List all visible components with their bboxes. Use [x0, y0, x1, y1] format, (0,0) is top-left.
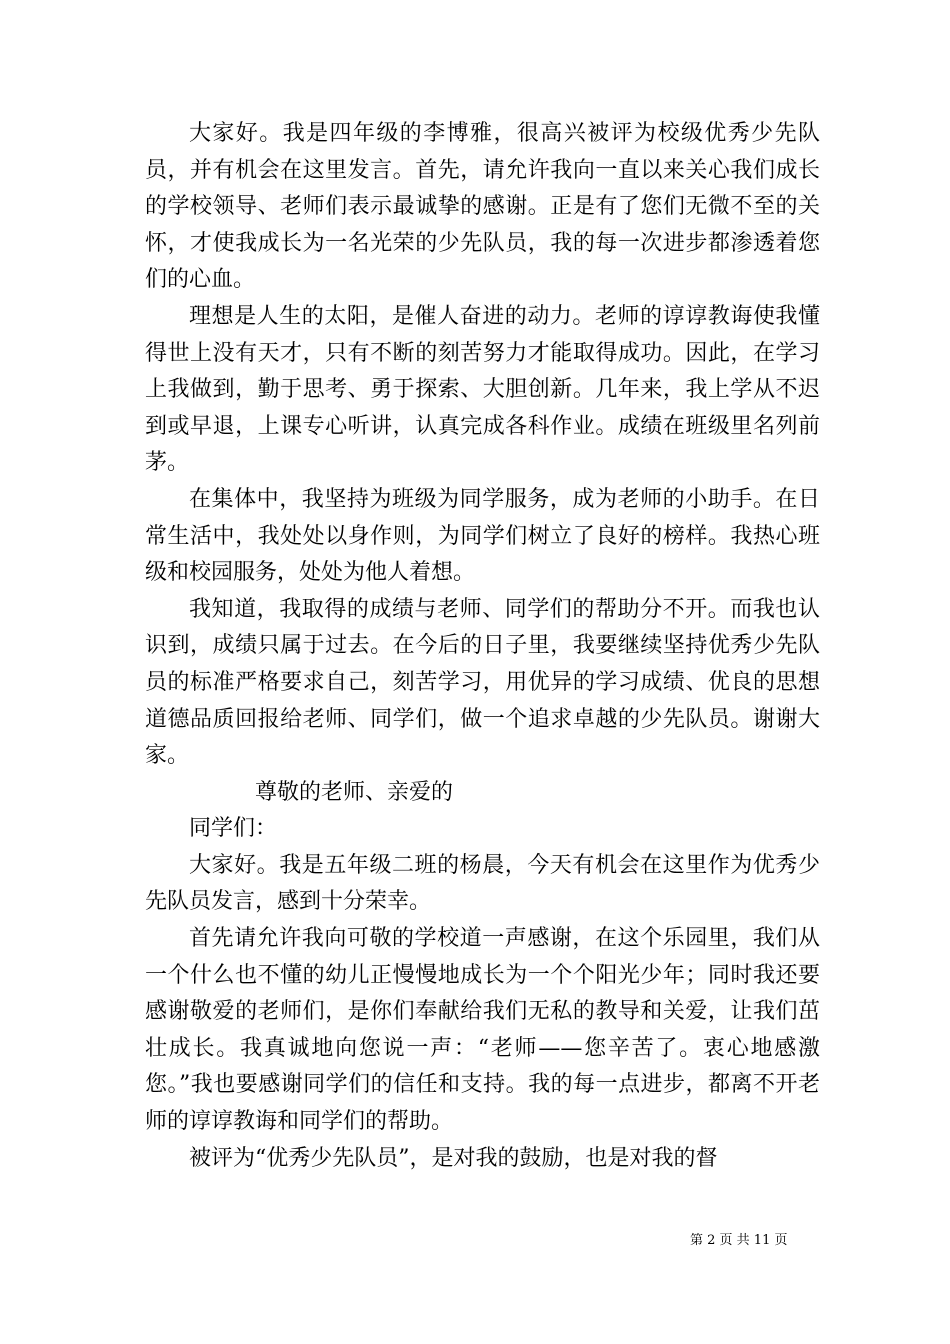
paragraph-speech-2-thanks: 首先请允许我向可敬的学校道一声感谢，在这个乐园里，我们从一个什么也不懂的幼儿正慢慢地成长为一个个阳光少年；同时我还要感谢敬爱的老师们，是你们奉献给我们无私的教导和关爱，让我们茁壮成长。我真诚地向您说一声：“老师——您辛苦了。衷心地感激您。”我也要感谢同学们的信任和支持。我的每一点进步，都离不开老师的谆谆教诲和同学们的帮助。 [145, 926, 820, 1135]
paragraph-salutation: 同学们： [189, 816, 278, 842]
paragraph-greeting: 尊敬的老师、亲爱的 [255, 779, 454, 805]
page-number-footer: 第 2 页 共 11 页 [690, 1233, 788, 1248]
paragraph-speech-2-intro: 大家好。我是五年级二班的杨晨，今天有机会在这里作为优秀少先队员发言，感到十分荣幸。 [145, 852, 820, 915]
document-body [145, 116, 820, 1177]
paragraph-speech-1-closing: 我知道，我取得的成绩与老师、同学们的帮助分不开。而我也认识到，成绩只属于过去。在今后的日子里，我要继续坚持优秀少先队员的标准严格要求自己，刻苦学习，用优异的学习成绩、优良的思想道德品质回报给老师、同学们，做一个追求卓越的少先队员。谢谢大家。 [145, 596, 820, 769]
paragraph-speech-2-award: 被评为“优秀少先队员”，是对我的鼓励，也是对我的督 [189, 1145, 718, 1171]
paragraph-speech-1-collective: 在集体中，我坚持为班级为同学服务，成为老师的小助手。在日常生活中，我处处以身作则，为同学们树立了良好的榜样。我热心班级和校园服务，处处为他人着想。 [145, 486, 820, 586]
paragraph-speech-1-study: 理想是人生的太阳，是催人奋进的动力。老师的谆谆教诲使我懂得世上没有天才，只有不断的刻苦努力才能取得成功。因此，在学习上我做到，勤于思考、勇于探索、大胆创新。几年来，我上学从不迟到或早退，上课专心听讲，认真完成各科作业。成绩在班级里名列前茅。 [145, 303, 820, 476]
paragraph-speech-1-intro: 大家好。我是四年级的李博雅，很高兴被评为校级优秀少先队员，并有机会在这里发言。首先，请允许我向一直以来关心我们成长的学校领导、老师们表示最诚挚的感谢。正是有了您们无微不至的关怀，才使我成长为一名光荣的少先队员，我的每一次进步都渗透着您们的心血。 [145, 121, 820, 293]
